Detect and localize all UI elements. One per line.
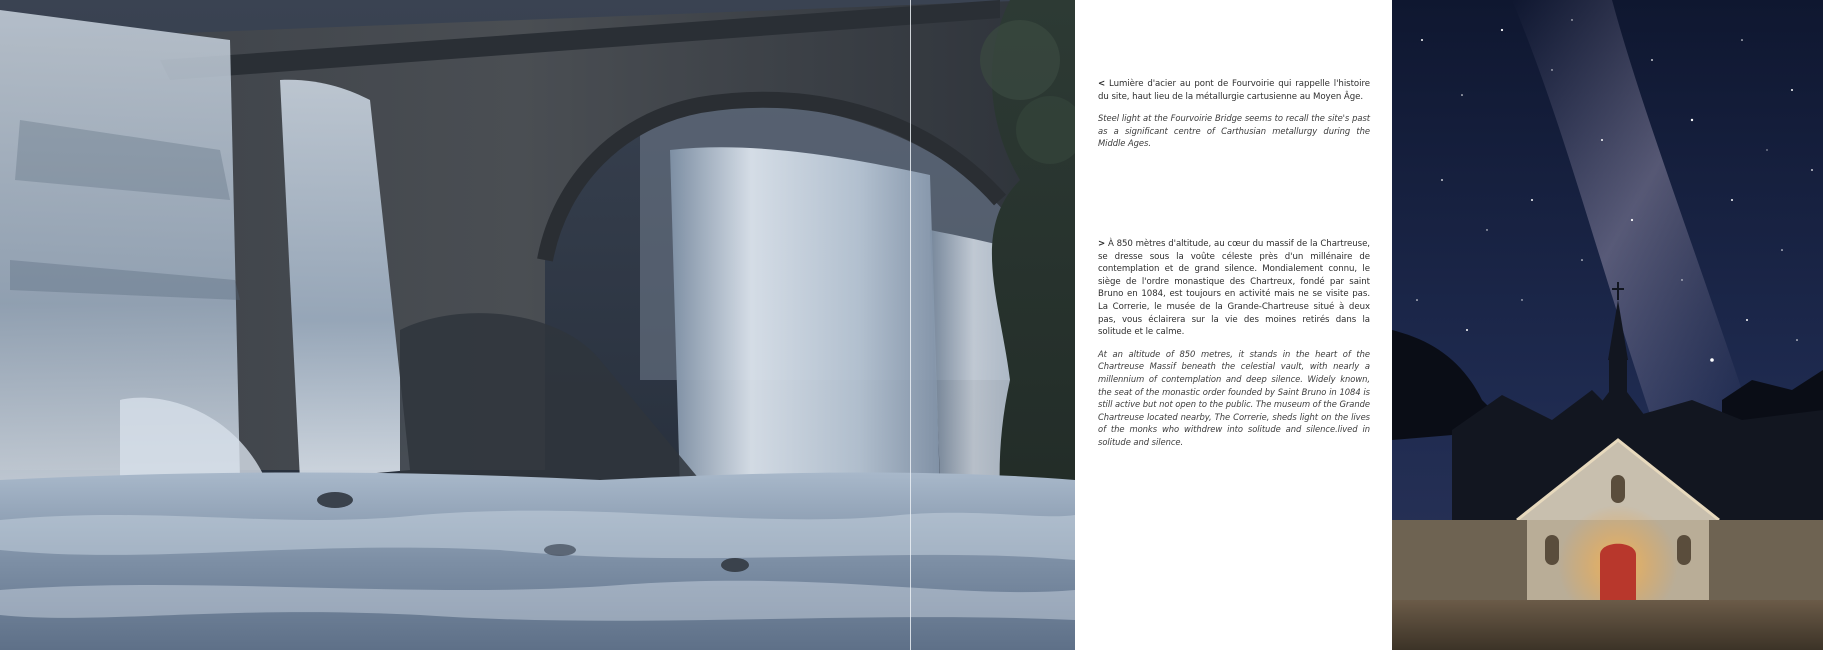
caption-fr-text: Lumière d'acier au pont de Fourvoirie qui rappelle l'histoire du site, haut lieu de la métallurgie cartusienne au Moyen Âge.	[1098, 79, 1370, 102]
spread-gutter-line	[910, 0, 911, 650]
caption-en: Steel light at the Fourvoirie Bridge seems to recall the site's past as a significant centre of Carthusian metallurgy during the Middle Ages.	[1098, 113, 1370, 149]
caption-fr	[1098, 238, 1370, 339]
text-column	[1075, 0, 1392, 650]
caption-fr-text: À 850 mètres d'altitude, au cœur du massif de la Chartreuse, se dresse sous la voûte céleste près d'un millénaire de contemplation et de grand silence. Mondialement connu, le siège de l'ordre monastique des Chartreux, fondé par saint Bruno en 1084, est toujours en activité mais ne se visite pas. La Correrie, le musée de la Grande-Chartreuse situé à deux pas, vous éclairera sur la vie des moines retirés dans la solitude et le calme.	[1098, 239, 1370, 338]
caption-chartreuse	[1098, 238, 1370, 449]
caption-fr	[1098, 78, 1370, 103]
monastery-night-illustration	[1392, 0, 1823, 650]
caption-en: At an altitude of 850 metres, it stands in the heart of the Chartreuse Massif beneath the celestial vault, with nearly a millennium of contemplation and deep silence. Widely known, the seat of the monastic order founded by Saint Bruno in 1084 is still active but not open to the public. The museum of the Grande Chartreuse located nearby, The Correrie, sheds light on the lives of the monks who withdrew into solitude and silence.lived in solitude and silence.	[1098, 348, 1371, 447]
monastery-night-photo	[1392, 0, 1823, 650]
caption-arrow-left: <	[1098, 79, 1106, 89]
caption-fourvoirie	[1098, 78, 1370, 150]
monastery-door	[1600, 544, 1636, 600]
caption-arrow-right: >	[1098, 239, 1106, 249]
